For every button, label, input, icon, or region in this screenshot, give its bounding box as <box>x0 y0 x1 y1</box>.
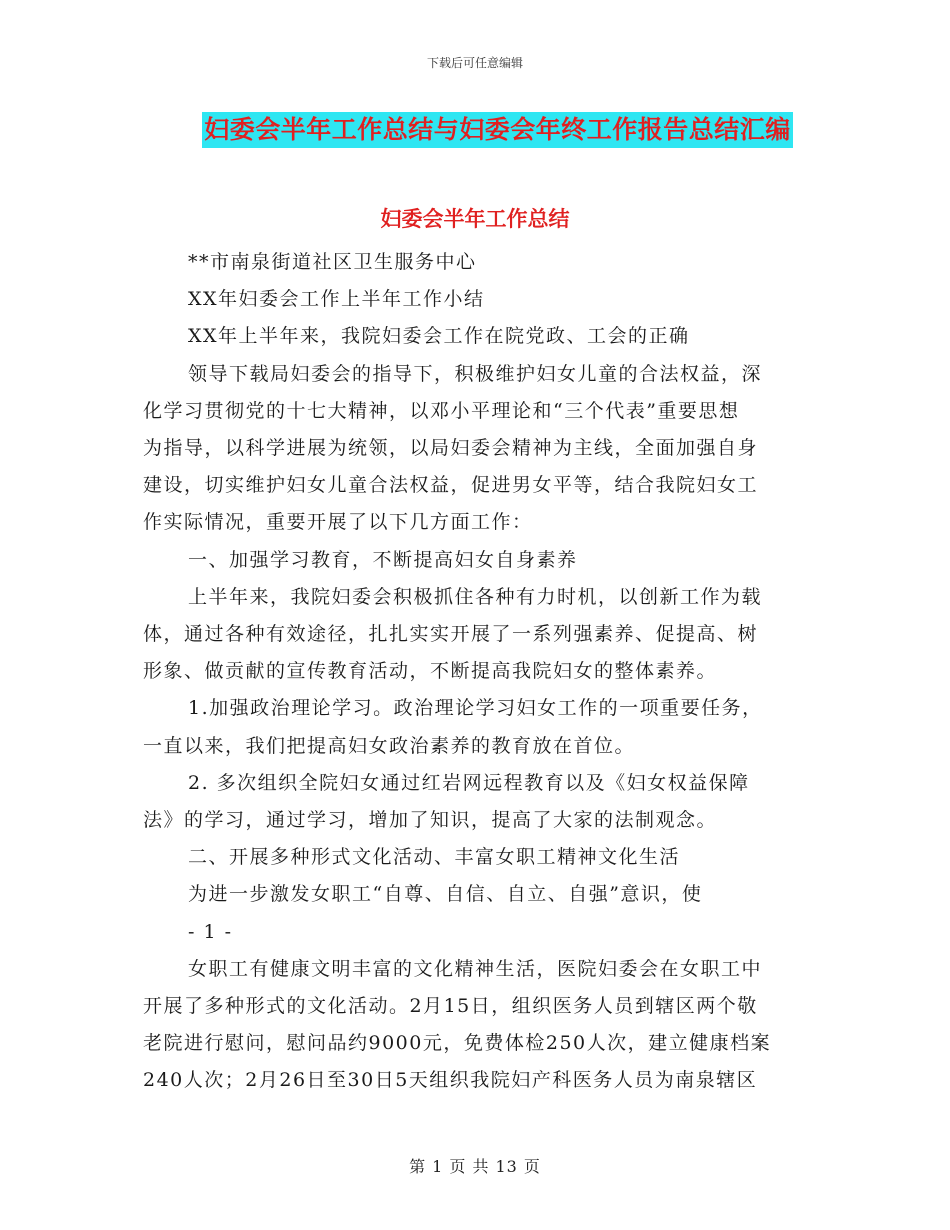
body-line: 上半年来，我院妇委会积极抓住各种有力时机，以创新工作为载 <box>188 585 763 608</box>
footer-mid: 页 共 <box>449 1157 490 1176</box>
body-line: 领导下载局妇委会的指导下，积极维护妇女儿童的合法权益，深 <box>188 362 763 385</box>
footer-current-page: 1 <box>432 1157 444 1176</box>
body-line: 2. 多次组织全院妇女通过红岩网远程教育以及《妇女权益保障 <box>188 771 750 794</box>
body-line: 体，通过各种有效途径，扎扎实实开展了一系列强素养、促提高、树 <box>143 623 759 646</box>
body-line: 化学习贯彻党的十七大精神，以邓小平理论和“三个代表”重要思想 <box>143 399 740 422</box>
sub-title: 妇委会半年工作总结 <box>380 206 570 231</box>
footer-total-pages: 13 <box>495 1157 518 1176</box>
body-line: 为进一步激发女职工“自尊、自信、自立、自强”意识，使 <box>188 883 703 906</box>
body-line: **市南泉街道社区卫生服务中心 <box>188 251 477 273</box>
body-line: XX年妇委会工作上半年工作小结 <box>188 288 485 311</box>
document-body <box>143 244 799 1100</box>
header-note: 下载后可任意编辑 <box>426 56 523 70</box>
body-line: 女职工有健康文明丰富的文化精神生活，医院妇委会在女职工中 <box>188 957 763 980</box>
body-line: 开展了多种形式的文化活动。2月15日，组织医务人员到辖区两个敬 <box>143 995 758 1018</box>
body-line: 法》的学习，通过学习，增加了知识，提高了大家的法制观念。 <box>143 809 718 832</box>
body-line: 一直以来，我们把提高妇女政治素养的教育放在首位。 <box>143 734 636 757</box>
body-line: XX年上半年来，我院妇委会工作在院党政、工会的正确 <box>188 325 690 348</box>
body-line: 形象、做贡献的宣传教育活动，不断提高我院妇女的整体素养。 <box>143 660 718 683</box>
main-title-wrap <box>0 112 950 148</box>
body-line: 建设，切实维护妇女儿童合法权益，促进男女平等，结合我院妇女工 <box>143 474 759 497</box>
body-line: 二、开展多种形式文化活动、丰富女职工精神文化生活 <box>188 846 681 869</box>
body-line: 为指导，以科学进展为统领，以局妇委会精神为主线，全面加强自身 <box>143 437 759 460</box>
body-line: 1.加强政治理论学习。政治理论学习妇女工作的一项重要任务， <box>188 697 763 720</box>
body-line: 作实际情况，重要开展了以下几方面工作： <box>143 511 533 534</box>
footer-prefix: 第 <box>409 1157 427 1176</box>
body-line: - 1 - <box>188 920 233 943</box>
main-title: 妇委会半年工作总结与妇委会年终工作报告总结汇编 <box>202 112 793 148</box>
body-line: 240人次；2月26日至30日5天组织我院妇产科医务人员为南泉辖区 <box>143 1069 758 1092</box>
body-line: 一、加强学习教育，不断提高妇女自身素养 <box>188 548 578 571</box>
page-footer <box>0 1154 950 1177</box>
footer-suffix: 页 <box>523 1157 541 1176</box>
body-line: 老院进行慰问，慰问品约9000元，免费体检250人次，建立健康档案 <box>143 1032 772 1055</box>
